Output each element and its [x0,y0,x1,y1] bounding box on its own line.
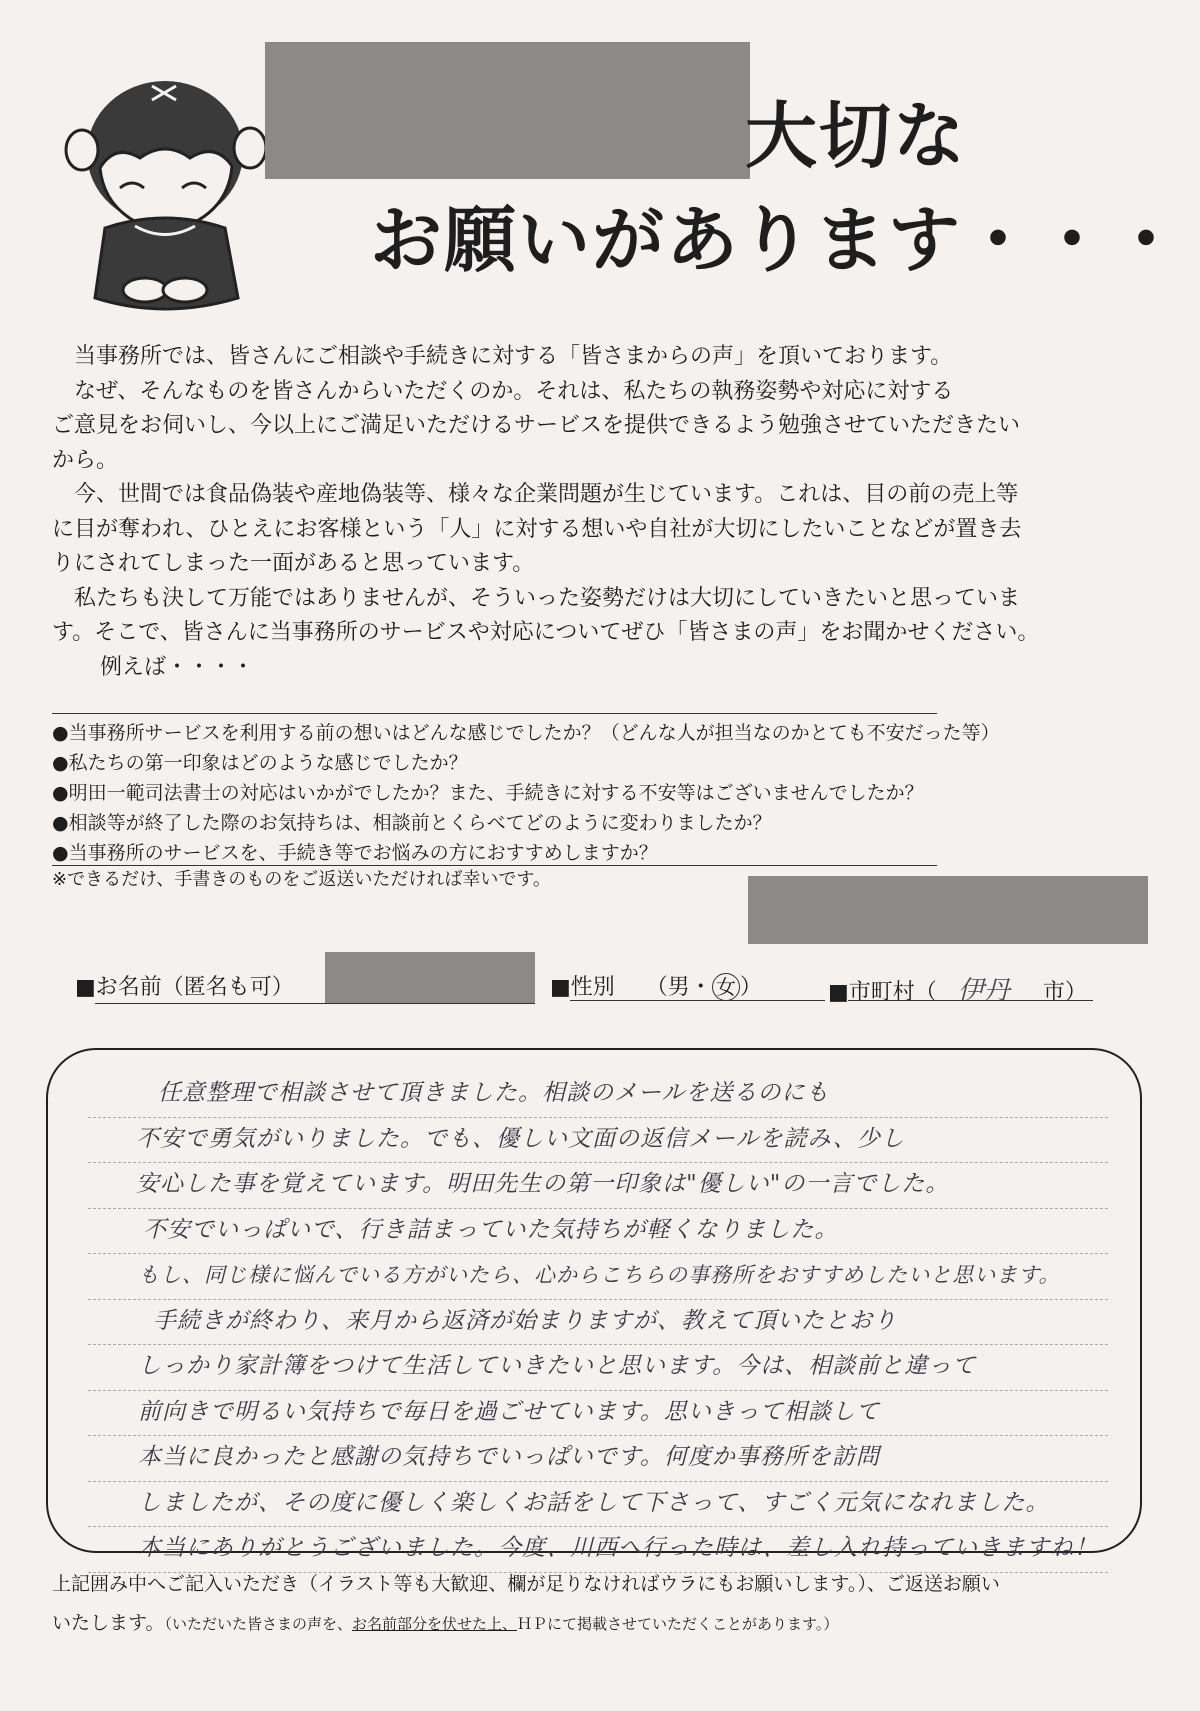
divider [52,865,937,866]
question-item: ●相談等が終了した際のお気持ちは、相談前とくらべてどのように変わりましたか？ [52,812,772,834]
question-item: ●当事務所のサービスを、手続き等でお悩みの方におすすめしますか？ [52,842,658,864]
intro-paragraph: ご意見をお伺いし、今以上にご満足いただけるサービスを提供できるよう勉強させていただきたい [52,413,1021,438]
question-item: ●明田一範司法書士の対応はいかがでしたか？また、手続きに対する不安等はございませんでしたか？ [52,782,924,804]
gender-options: （男・ [645,975,712,1000]
intro-paragraph: 私たちも決して万能ではありませんが、そういった姿勢だけは大切にしていきたいと思っていま [74,585,1021,611]
intro-paragraph: 例えば・・・・ [100,654,255,680]
divider [52,713,937,714]
intro-paragraph: 今、世間では食品偽装や産地偽装等、様々な企業問題が生じています。これは、目の前の売上等 [74,482,1019,507]
gender-label: ■性別 [550,975,615,1000]
question-item: ●当事務所サービスを利用する前の想いはどんな感じでしたか？（どんな人が担当なのかとても不安だった等） [52,722,1000,744]
footer-underlined-text: お名前部分を伏せた上、 [352,1615,518,1633]
redacted-office-stamp [748,876,1148,944]
gender-close: ） [739,975,762,1000]
footer-line: 上記囲み中へご記入いただき（イラスト等も大歓迎、欄が足りなければウラにもお願いします。）、ご返送お願い [52,1573,1000,1595]
intro-text [52,340,1142,685]
gender-underline [570,1000,825,1001]
footer-small-text: ＨＰにて掲載させていただくことがあります。） [517,1615,839,1633]
footer-instructions [52,1565,1000,1644]
comment-box[interactable] [46,1048,1142,1561]
comment-line: 不安で勇気がいりました。でも、優しい文面の返信メールを読み、少し [88,1118,1108,1164]
comment-line: 本当にありがとうございました。今度、川西へ行った時は、差し入れ持っていきますね！ [88,1527,1108,1573]
footer-main-text: いたします。 [52,1612,165,1634]
comment-line: 安心した事を覚えています。明田先生の第一印象は"優しい"の一言でした。 [88,1163,1108,1209]
bowing-character-illustration [60,58,275,318]
city-value: 伊丹 [957,976,1010,1006]
intro-paragraph: に目が奪われ、ひとえにお客様という「人」に対する想いや自社が大切にしたいことなどが置き去 [52,516,1022,542]
comment-line: しっかり家計簿をつけて生活していきたいと思います。今は、相談前と違って [88,1345,1108,1391]
name-underline [95,1003,535,1004]
gender-selected-circle: 女 [712,973,740,1001]
comment-line: 本当に良かったと感謝の気持ちでいっぱいです。何度か事務所を訪問 [88,1436,1108,1482]
handwritten-request-note: ※できるだけ、手書きのものをご返送いただければ幸いです。 [52,869,551,890]
intro-paragraph: りにされてしまった一面があると思っています。 [52,551,535,576]
page-title-line1: 大切な [745,94,968,178]
handwritten-comment [88,1072,1108,1573]
gender-field[interactable] [550,970,762,1001]
city-field[interactable] [828,970,1087,1007]
city-label: ■市町村（ [828,980,937,1005]
comment-line: 不安でいっぱいで、行き詰まっていた気持ちが軽くなりました。 [88,1209,1108,1255]
redacted-name-field[interactable] [325,952,535,1004]
footer-small-text: （いただいた皆さまの声を、 [164,1615,352,1633]
intro-paragraph: す。そこで、皆さんに当事務所のサービスや対応についてぜひ「皆さまの声」をお聞かせください。 [52,620,1040,645]
redacted-office-name [265,42,750,179]
city-underline [848,1000,1093,1001]
name-label: ■お名前（匿名も可） [75,975,294,1000]
comment-line: もし、同じ様に悩んでいる方がいたら、心からこちらの事務所をおすすめしたいと思います。 [88,1254,1108,1300]
comment-line: 手続きが終わり、来月から返済が始まりますが、教えて頂いたとおり [88,1300,1108,1346]
intro-paragraph: なぜ、そんなものを皆さんからいただくのか。それは、私たちの執務姿勢や対応に対する [74,378,954,404]
question-list [52,718,1000,895]
question-item: ●私たちの第一印象はどのような感じでしたか？ [52,752,468,774]
city-suffix: 市） [1042,980,1087,1005]
intro-paragraph: から。 [52,447,119,473]
intro-paragraph: 当事務所では、皆さんにご相談や手続きに対する「皆さまからの声」を頂いております。 [74,344,953,369]
footer-line [52,1604,1000,1644]
comment-line: 前向きで明るい気持ちで毎日を過ごせています。思いきって相談して [88,1391,1108,1437]
comment-line: 任意整理で相談させて頂きました。相談のメールを送るのにも [88,1072,1108,1118]
comment-line: しましたが、その度に優しく楽しくお話をして下さって、すごく元気になれました。 [88,1482,1108,1528]
page-title-line2: お願いがあります・・・ [370,198,1185,282]
